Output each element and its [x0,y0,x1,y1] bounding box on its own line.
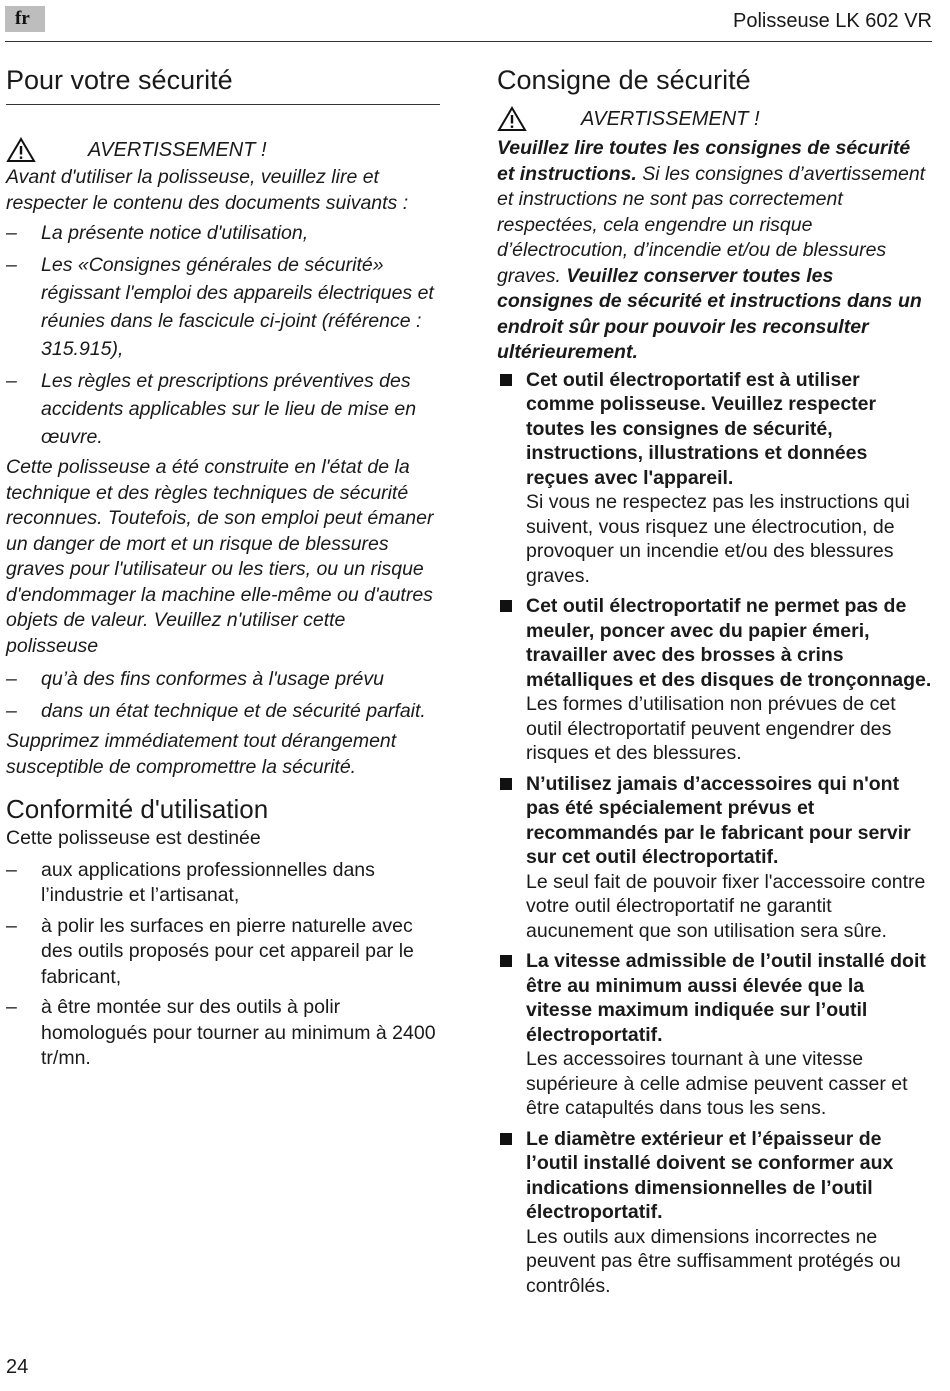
language-tab: fr [5,6,45,32]
conformity-intro: Cette polisseuse est destinée [6,827,261,849]
conformity-list [6,858,442,1072]
list-item: – Les règles et prescriptions préventives des accidents applicables sur le lieu de mise en œuvre. [6,367,442,451]
warning-triangle-icon [6,137,36,163]
right-column [497,58,933,1304]
list-item: – La présente notice d'utilisation, [6,219,442,247]
rule-bold-text: La vitesse admissible de l’outil installé doit être au minimum aussi élevée que la vitesse maximum indiquée sur l’outil électroportatif. [526,950,926,1046]
warning-label: AVERTISSEMENT ! [581,107,760,130]
list-item [497,368,933,589]
list-item [497,949,933,1121]
rule-bold-text: N’utilisez jamais d’accessoires qui n'ont pas été spécialement prévus et recommandés par le fabricant pour servir sur cet outil électroportatif. [526,772,911,868]
rule-bold-text: Cet outil électroportatif est à utiliser comme polisseuse. Veuillez respecter toutes les consignes de sécurité, instructions, illustrations et données reçues avec l'appareil. [526,368,877,489]
safety-section-title: Pour votre sécurité [6,65,233,95]
safety-rules-list [497,368,933,1299]
list-item: – qu’à des fins conformes à l'usage prévu [6,665,442,693]
use-conditions-list [6,665,442,725]
document-title: Polisseuse LK 602 VR [732,10,932,32]
square-bullet-icon [500,778,512,790]
keep-bold-text: Veuillez conserver toutes les consignes de sécurité et instructions dans un endroit sûr pour pouvoir les reconsulter ultérieurement. [497,264,922,363]
documents-list [6,219,442,451]
rule-plain-text: Les outils aux dimensions incorrectes ne peuvent pas être suffisamment protégés ou contrôlés. [526,1225,901,1297]
title-divider [6,104,440,105]
read-instructions-paragraph [497,136,933,366]
list-item: – à polir les surfaces en pierre naturelle avec des outils proposés pour cet appareil par le fabricant, [6,914,442,991]
list-item: – aux applications professionnelles dans l’industrie et l’artisanat, [6,858,442,909]
warning-triangle-icon [497,106,527,132]
danger-paragraph: Cette polisseuse a été construite en l'état de la technique et des règles techniques de sécurité reconnues. Toutefois, de son emploi peut émaner un danger de mort et un risque de blessures graves pour l'utilisateur ou les tiers, ou un risque d'endommager la machine elle-même ou d'autres objets de valeur. Veuillez n'utiliser cette polisseuse [6,456,434,657]
intro-paragraph: Avant d'utiliser la polisseuse, veuillez lire et respecter le contenu des documents suivants : [6,166,409,214]
page-number: 24 [6,1356,29,1378]
suppress-paragraph: Supprimez immédiatement tout dérangement susceptible de compromettre la sécurité. [6,730,397,778]
warning-label: AVERTISSEMENT ! [88,138,267,161]
list-item [497,594,933,766]
warning-row [497,104,933,134]
rule-bold-text: Cet outil électroportatif ne permet pas de meuler, poncer avec du papier émeri, travailler avec des brosses à crins métalliques et des disques de tronçonnage. [526,595,932,691]
list-item: – Les «Consignes générales de sécurité» régissant l'emploi des appareils électriques et réunies dans le fascicule ci-joint (référence : 315.915), [6,251,442,363]
rule-plain-text: Si vous ne respectez pas les instructions qui suivent, vous risquez une électrocution, de provoquer un incendie et/ou des blessures graves. [526,491,910,587]
list-item [497,772,933,944]
warning-row [6,135,442,165]
list-item [497,1127,933,1299]
read-bold-text: Veuillez lire toutes les consignes de sécurité et instructions. [497,137,911,185]
list-item: – à être montée sur des outils à polir homologués pour tourner au minimum à 2400 tr/mn. [6,995,442,1072]
header-divider [5,41,932,42]
square-bullet-icon [500,955,512,967]
square-bullet-icon [500,1133,512,1145]
left-column [6,58,442,1077]
list-item: – dans un état technique et de sécurité parfait. [6,697,442,725]
square-bullet-icon [500,600,512,612]
rule-bold-text: Le diamètre extérieur et l’épaisseur de l’outil installé doivent se conformer aux indications dimensionnelles de l’outil électroportatif. [526,1127,894,1223]
safety-instructions-title: Consigne de sécurité [497,65,751,95]
square-bullet-icon [500,374,512,386]
read-plain-text: Si les consignes d’avertissement et instructions ne sont pas correctement respectées, cela engendre un risque d’électrocution, d’incendie et/ou de blessures graves. [497,162,926,287]
rule-plain-text: Les formes d’utilisation non prévues de cet outil électroportatif peuvent engendrer des risques et des blessures. [526,693,896,764]
rule-plain-text: Les accessoires tournant à une vitesse supérieure à celle admise peuvent casser et être catapultés dans tous les sens. [526,1048,908,1119]
conformity-title: Conformité d'utilisation [6,794,269,824]
rule-plain-text: Le seul fait de pouvoir fixer l'accessoire contre votre outil électroportatif ne garantit aucunement que son utilisation sera sûre. [526,870,926,942]
